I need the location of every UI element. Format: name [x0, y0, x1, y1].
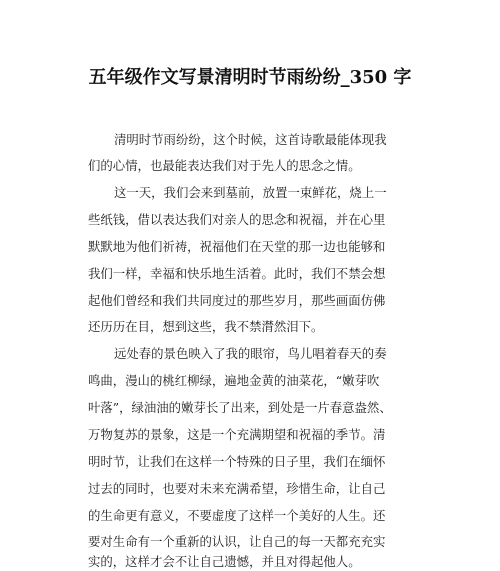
text-line: 们的心情，也最能表达我们对于先人的思念之情。: [88, 158, 361, 173]
text-line: 清明时节雨纷纷，这个时候，这首诗歌最能体现我: [114, 132, 387, 147]
text-line: 远处春的景色映入了我的眼帘，鸟儿唱着春天的奏: [114, 346, 387, 361]
text-line: 还历历在目，想到这些，我不禁潸然泪下。: [88, 319, 324, 334]
text-line: 明时节，让我们在这样一个特殊的日子里，我们在缅怀: [88, 454, 386, 469]
text-line: 默默地为他们祈祷，祝福他们在天堂的那一边也能够和: [88, 239, 386, 254]
text-line: 的生命更有意义，不要虚度了这样一个美好的人生。还: [88, 508, 386, 523]
text-line: 鸣曲，漫山的桃红柳绿，遍地金黄的油菜花，“嫩芽吹: [88, 373, 380, 388]
text-line: 这一天，我们会来到墓前，放置一束鲜花，烧上一: [114, 185, 387, 200]
text-line: 过去的同时，也要对未来充满希望，珍惜生命，让自己: [88, 481, 386, 496]
document-title: 五年级作文写景清明时节雨纷纷_350 字: [88, 67, 412, 88]
text-line: 要对生命有一个重新的认识，让自己的每一天都充充实: [88, 534, 386, 549]
text-line: 叶落”，绿油油的嫩芽长了出来，到处是一片春意盎然、: [88, 400, 392, 415]
text-line: 些纸钱，借以表达我们对亲人的思念和祝福，并在心里: [88, 212, 386, 227]
text-line: 我们一样，幸福和快乐地生活着。此时，我们不禁会想: [88, 266, 386, 281]
text-line: 起他们曾经和我们共同度过的那些岁月，那些画面仿佛: [88, 293, 386, 308]
text-line: 实的，这样才会不让自己遗憾，并且对得起他人。: [88, 554, 361, 569]
text-line: 万物复苏的景象，这是一个充满期望和祝福的季节。清: [88, 427, 386, 442]
